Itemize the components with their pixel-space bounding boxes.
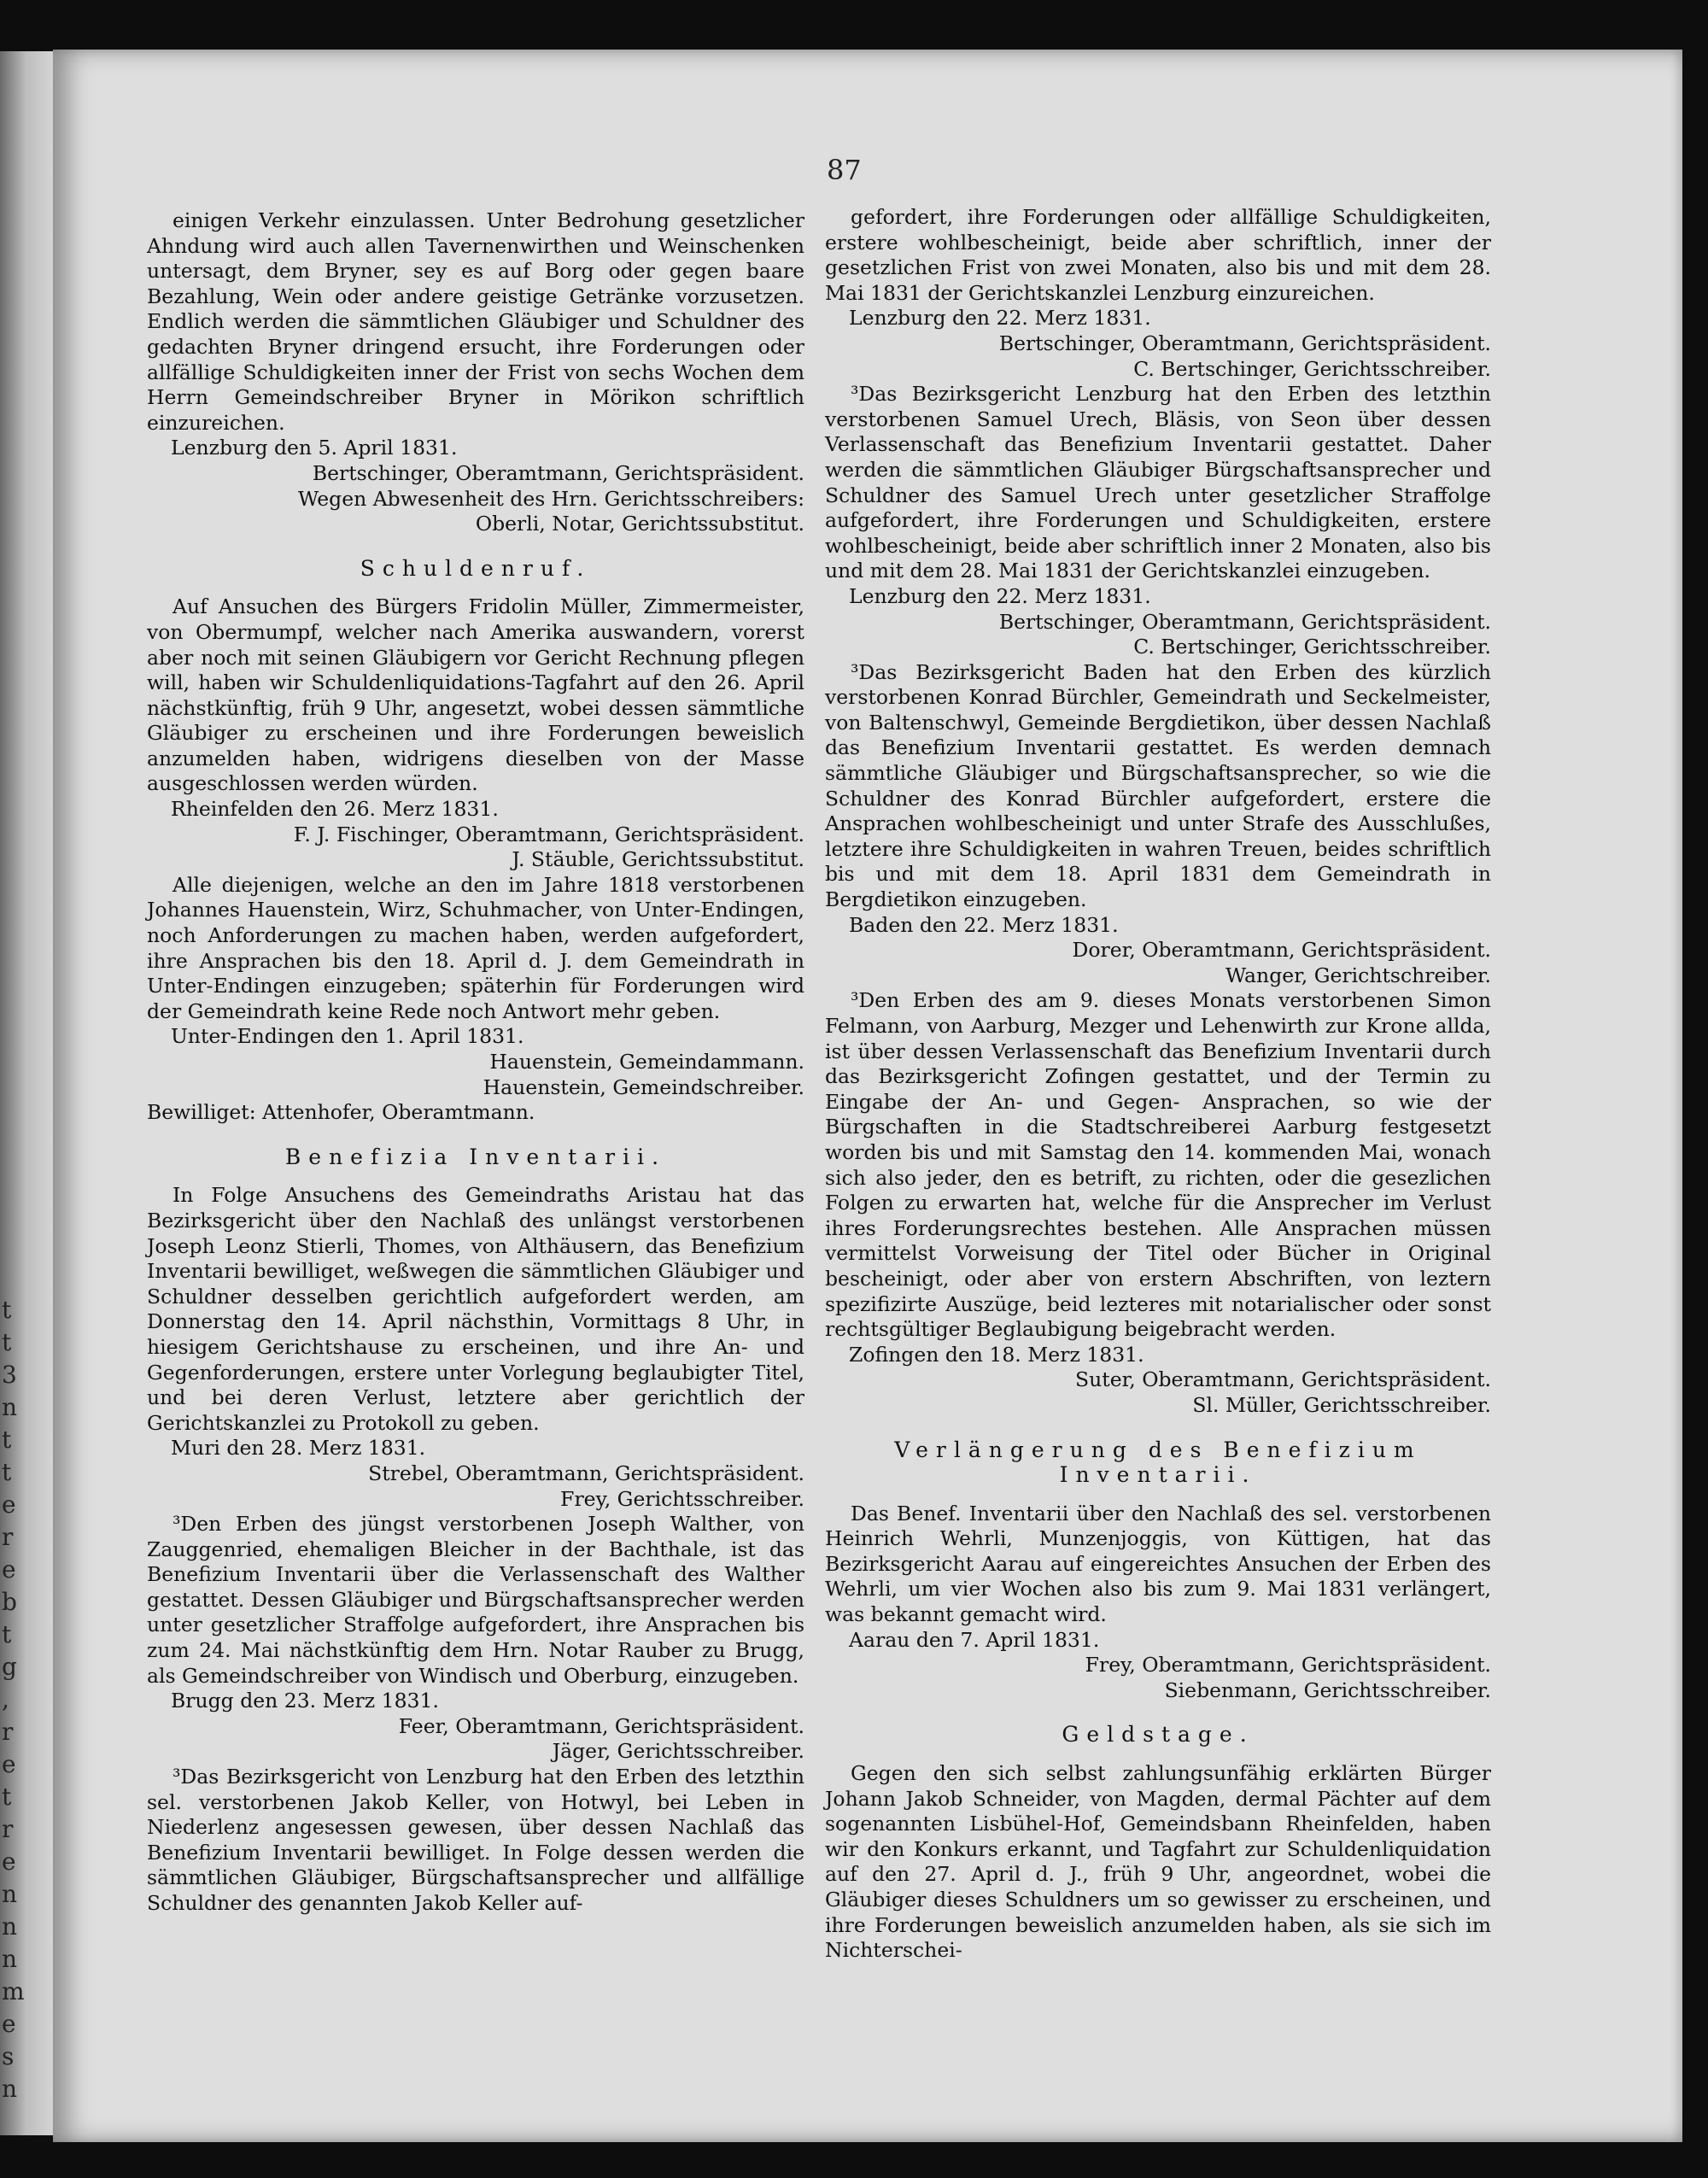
fold-fragment: r	[2, 1718, 14, 1746]
notice-paragraph: Auf Ansuchen des Bürgers Fridolin Müller, Zimmermeister, von Obermumpf, welcher nach Amerika auswandern, vorerst aber noch mit seinen Gläubigern vor Gericht Rechnung pflegen will, haben wir Schuldenliquidations-Tagfahrt auf den 26. April nächstkünftig, früh 9 Uhr, angesetzt, wobei dessen sämmtliche Gläubiger zu erscheinen und ihre Forderungen beweislich anzumelden haben, widrigens dieselben von der Masse ausgeschlossen werden würden.	[147, 594, 804, 796]
fold-fragment: n	[2, 1880, 18, 1908]
notice-paragraph: Alle diejenigen, welche an den im Jahre 1818 verstorbenen Johannes Hauenstein, Wirz, Schuhmacher, von Unter-Endingen, noch Anforderungen zu machen haben, werden aufgefordert, ihre Ansprachen bis den 18. April d. J. dem Gemeindrath in Unter-Endingen einzugeben; späterhin für Forderungen wird der Gemeindrath keine Rede noch Antwort mehr geben.	[147, 872, 804, 1023]
fold-fragment: t	[2, 1328, 12, 1356]
signature-line: Hauenstein, Gemeindschreiber.	[483, 1074, 804, 1099]
signature-line: Hauenstein, Gemeindammann.	[489, 1050, 804, 1074]
signature-line: Frey, Gerichtsschreiber.	[560, 1486, 804, 1511]
place-date-line: Brugg den 23. Merz 1831.	[171, 1689, 439, 1713]
fold-fragment: n	[2, 1912, 18, 1941]
fold-fragment: s	[2, 2042, 15, 2070]
signature-line: Jäger, Gerichtsschreiber.	[552, 1739, 804, 1764]
fold-fragment: r	[2, 1523, 14, 1551]
place-date-line: Rheinfelden den 26. Merz 1831.	[171, 797, 499, 822]
signature-line: Bertschinger, Oberamtmann, Gerichtspräsident.	[998, 331, 1491, 355]
right-column	[825, 205, 1491, 1964]
place-date-line: Muri den 28. Merz 1831.	[171, 1436, 426, 1461]
signature-line: Dorer, Oberamtmann, Gerichtspräsident.	[1072, 938, 1491, 963]
signature-line: C. Bertschinger, Gerichtsschreiber.	[1133, 356, 1491, 381]
signature-line: Oberli, Notar, Gerichtssubstitut.	[475, 512, 804, 536]
fold-fragment: e	[2, 1490, 16, 1519]
approval-line: Bewilliget: Attenhofer, Oberamtmann.	[147, 1100, 535, 1125]
place-date-line: Lenzburg den 22. Merz 1831.	[849, 583, 1151, 608]
signature-line: F. J. Fischinger, Oberamtmann, Gerichtspräsident.	[293, 822, 804, 846]
section-heading: Geldstage.	[1062, 1722, 1255, 1748]
signature-line: Wanger, Gerichtschreiber.	[1225, 963, 1491, 987]
fold-fragment: e	[2, 1847, 16, 1876]
place-date-line: Unter-Endingen den 1. April 1831.	[171, 1024, 524, 1049]
notice-paragraph: ³Den Erben des jüngst verstorbenen Joseph Walther, von Zauggenried, ehemaligen Bleicher in der Bachthale, ist das Benefizium Inventarii über die Verlassenschaft des Walther gestattet. Dessen Gläubiger und Bürgschaftsansprecher werden unter gesetzlicher Straffolge aufgefordert, ihre Ansprachen bis zum 24. Mai nächstkünftig dem Hrn. Notar Rauber zu Brugg, als Gemeindschreiber von Windisch und Oberburg, einzugeben.	[147, 1512, 804, 1688]
fold-fragment: n	[2, 1393, 18, 1421]
notice-paragraph: ³Den Erben des am 9. dieses Monats verstorbenen Simon Felmann, von Aarburg, Mezger und Lehenwirth zur Krone allda, ist über dessen Verlassenschaft das Benefizium Inventarii durch das Bezirksgericht Zofingen gestattet, und der Termin zu Eingabe der An- und Gegen- Ansprachen, so wie der Bürgschaften in die Stadtschreiberei Aarburg festgesetzt worden bis und mit Samstag den 14. kommenden Mai, wonach sich also jeder, den es betrift, zu richten, oder die gesezlichen Folgen zu erwarten hat, welche für die Ansprecher im Verlust ihres Forderungsrechtes bestehen. Alle Ansprachen müssen vermittelst Vorweisung der Titel oder Bücher in Original bescheinigt, oder aber von erstern Abschriften, von leztern spezifizirte Auszüge, beid lezteres mit notarialischer oder sonst rechtsgültiger Beglaubigung beigebracht werden.	[825, 988, 1491, 1342]
notice-paragraph: ³Das Bezirksgericht Lenzburg hat den Erben des letzthin verstorbenen Samuel Urech, Bläsis, von Seon über dessen Verlassenschaft das Benefizium Inventarii gestattet. Daher werden die sämmtlichen Gläubiger Bürgschaftsansprecher und Schuldner des Samuel Urech unter gesetzlicher Straffolge aufgefordert, ihre Forderungen und Schuldigkeiten, erstere wohlbescheinigt, beide aber schriftlich inner 2 Monaten, also bis und mit dem 28. Mai 1831 der Gerichtskanzlei einzugeben.	[825, 382, 1491, 583]
fold-fragment: t	[2, 1426, 12, 1454]
signature-line: J. Stäuble, Gerichtssubstitut.	[512, 847, 804, 872]
signature-line: Wegen Abwesenheit des Hrn. Gerichtsschreibers:	[298, 486, 804, 511]
notice-paragraph: gefordert, ihre Forderungen oder allfällige Schuldigkeiten, erstere wohlbescheinigt, beide aber schriftlich, inner der gesetzlichen Frist von zwei Monaten, also bis und mit dem 28. Mai 1831 der Gerichtskanzlei Lenzburg einzureichen.	[825, 205, 1491, 305]
notice-paragraph: Gegen den sich selbst zahlungsunfähig erklärten Bürger Johann Jakob Schneider, von Magden, dermal Pächter auf dem sogenannten Lisbühel-Hof, Gemeindsbann Rheinfelden, haben wir den Konkurs erkannt, und Tagfahrt zur Schuldenliquidation auf den 27. April d. J., früh 9 Uhr, angeordnet, wobei die Gläubiger dieses Schuldners um so gewisser zu erscheinen, und ihre Forderungen beweislich anzumelden haben, als sie sich im Nichterschei-	[825, 1761, 1491, 1963]
fold-fragment: m	[2, 1977, 25, 2005]
fold-fragment: g	[2, 1653, 17, 1681]
place-date-line: Zofingen den 18. Merz 1831.	[849, 1342, 1144, 1367]
fold-fragment: b	[2, 1588, 17, 1616]
section-heading: Verlängerung des Benefizium Inventarii.	[894, 1437, 1422, 1488]
signature-line: Bertschinger, Oberamtmann, Gerichtspräsident.	[998, 609, 1491, 634]
fold-fragment: t	[2, 1620, 12, 1648]
fold-fragment: e	[2, 1750, 16, 1778]
fold-fragment: n	[2, 1945, 18, 1973]
signature-line: Suter, Oberamtmann, Gerichtspräsident.	[1075, 1367, 1491, 1392]
notice-paragraph: In Folge Ansuchens des Gemeindraths Aristau hat das Bezirksgericht über den Nachlaß des unlängst verstorbenen Joseph Leonz Stierli, Thomes, von Althäusern, das Benefizium Inventarii bewilliget, weßwegen die sämmtlichen Gläubiger und Schuldner desselben gerichtlich aufgefordert werden, am Donnerstag den 14. April nächsthin, Vormittags 8 Uhr, in hiesigem Gerichtshause zu erscheinen, und ihre An- und Gegenforderungen, erstere unter Vorlegung beglaubigter Titel, und bei deren Verlust, letztere aber gerichtlich der Gerichtskanzlei zu Protokoll zu geben.	[147, 1183, 804, 1435]
fold-fragment: r	[2, 1815, 14, 1843]
signature-line: Bertschinger, Oberamtmann, Gerichtspräsident.	[312, 460, 804, 485]
notice-paragraph: ³Das Bezirksgericht von Lenzburg hat den Erben des letzthin sel. verstorbenen Jakob Keller, von Hotwyl, bei Leben in Niederlenz angesessen gewesen, über dessen Nachlaß das Benefizium Inventarii bewilliget. In Folge dessen werden die sämmtlichen Gläubiger, Bürgschaftsansprecher und allfällige Schuldner des genannten Jakob Keller auf-	[147, 1765, 804, 1915]
page-number: 87	[827, 154, 862, 186]
place-date-line: Lenzburg den 5. April 1831.	[171, 436, 458, 460]
fold-fragment: e	[2, 2010, 16, 2038]
signature-line: Frey, Oberamtmann, Gerichtspräsident.	[1085, 1653, 1491, 1677]
fold-fragment: 3	[2, 1361, 17, 1389]
fold-fragment: t	[2, 1296, 12, 1324]
place-date-line: Aarau den 7. April 1831.	[849, 1627, 1100, 1652]
place-date-line: Lenzburg den 22. Merz 1831.	[849, 306, 1151, 331]
signature-line: C. Bertschinger, Gerichtsschreiber.	[1133, 635, 1491, 659]
fold-fragment: t	[2, 1783, 12, 1811]
fold-fragment: t	[2, 1458, 12, 1486]
notice-paragraph: Das Benef. Inventarii über den Nachlaß des sel. verstorbenen Heinrich Wehrli, Munzenjoggis, von Küttigen, hat das Bezirksgericht Aarau auf eingereichtes Ansuchen der Erben des Wehrli, um vier Wochen also bis zum 9. Mai 1831 verlängert, was bekannt gemacht wird.	[825, 1501, 1491, 1627]
place-date-line: Baden den 22. Merz 1831.	[849, 912, 1119, 937]
fold-fragment: ,	[2, 1685, 9, 1713]
section-heading: Benefizia Inventarii.	[284, 1144, 667, 1169]
signature-line: Feer, Oberamtmann, Gerichtspräsident.	[398, 1713, 804, 1738]
signature-line: Sl. Müller, Gerichtsschreiber.	[1192, 1392, 1491, 1417]
notice-paragraph: ³Das Bezirksgericht Baden hat den Erben des kürzlich verstorbenen Konrad Bürchler, Gemeindrath und Seckelmeister, von Baltenschwyl, Gemeinde Bergdietikon, über dessen Nachlaß das Benefizium Inventarii gestattet. Es werden demnach sämmtliche Gläubiger und Bürgschaftsansprecher, so wie die Schuldner des Konrad Bürchler aufgefordert, erstere die Ansprachen wohlbescheinigt und unter Strafe des Ausschlußes, letztere ihre Schuldigkeiten in wahren Treuen, beides schriftlich bis und mit dem 18. April 1831 dem Gemeindrath in Bergdietikon einzugeben.	[825, 659, 1491, 912]
fold-fragment: e	[2, 1555, 16, 1584]
notice-paragraph: einigen Verkehr einzulassen. Unter Bedrohung gesetzlicher Ahndung wird auch allen Tavernenwirthen und Weinschenken untersagt, dem Bryner, sey es auf Borg oder gegen baare Bezahlung, Wein oder andere geistige Getränke vorzusetzen. Endlich werden die sämmtlichen Gläubiger und Schuldner des gedachten Bryner dringend ersucht, ihre Forderungen oder allfällige Schuldigkeiten inner der Frist von sechs Wochen dem Herrn Gemeindschreiber Bryner in Mörikon schriftlich einzureichen.	[147, 208, 804, 435]
left-column	[147, 208, 804, 1917]
section-heading: Schuldenruf.	[360, 555, 592, 581]
signature-line: Strebel, Oberamtmann, Gerichtspräsident.	[368, 1461, 804, 1485]
fold-fragment: n	[2, 2075, 18, 2103]
signature-line: Siebenmann, Gerichtsschreiber.	[1164, 1677, 1491, 1702]
